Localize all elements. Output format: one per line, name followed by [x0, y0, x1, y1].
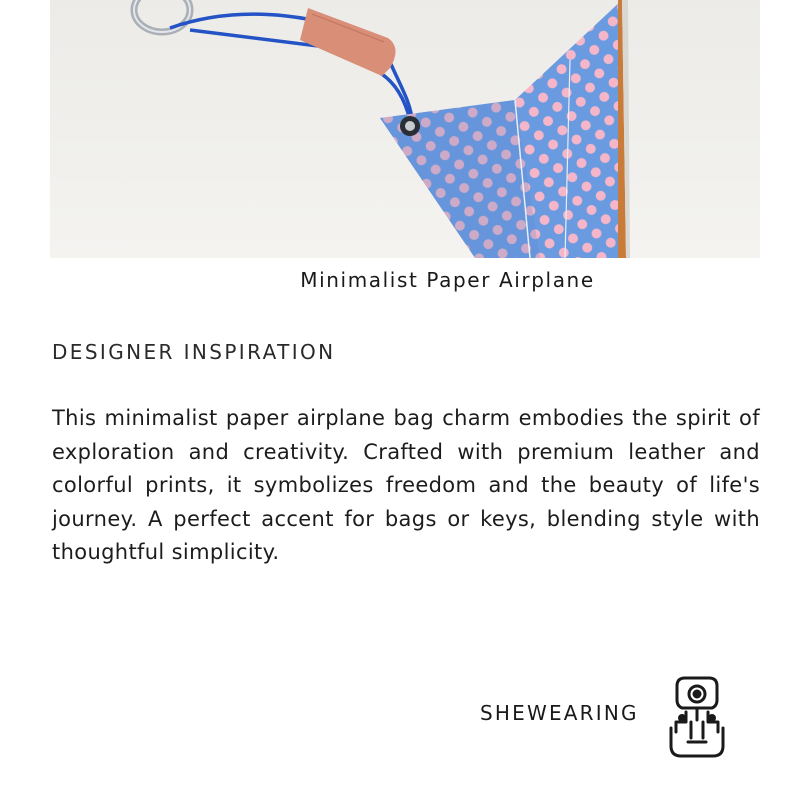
description-paragraph: This minimalist paper airplane bag charm embodies the spirit of exploration and creativity. Crafted with premium leather and colorful prints, it symbolizes freedom and the beauty of life's journey. A perfect accent for bags or keys, blending style with thoughtful simplicity. — [52, 406, 760, 564]
grommet — [400, 116, 420, 136]
section-title: DESIGNER INSPIRATION — [52, 340, 336, 364]
key-ring — [134, 0, 190, 32]
photo-caption: Minimalist Paper Airplane — [300, 268, 595, 292]
leather-tag — [300, 8, 396, 76]
brand-name: SHEWEARING — [480, 701, 639, 725]
circuit-guitar-logo-icon — [666, 672, 728, 766]
product-photo — [50, 0, 760, 258]
paper-airplane-charm-image — [50, 0, 760, 258]
